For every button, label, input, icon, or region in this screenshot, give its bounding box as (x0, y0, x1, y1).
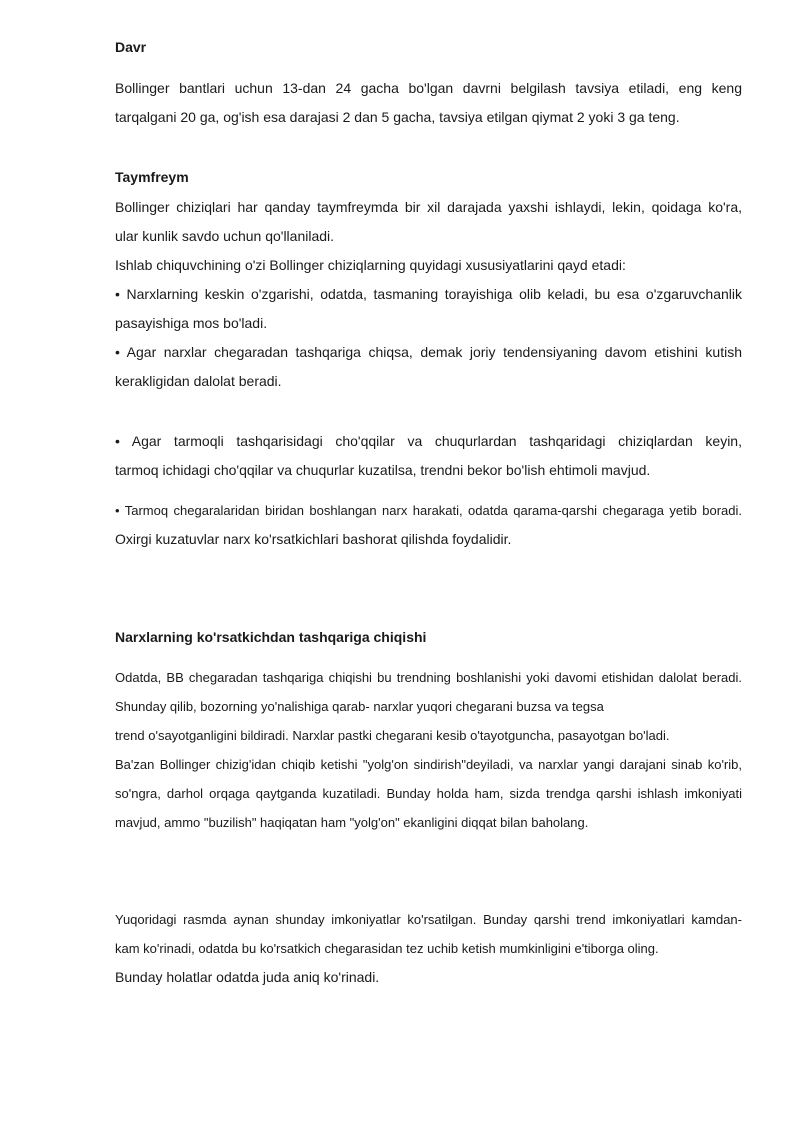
text-line: pasayishiga mos bo'ladi. (115, 315, 268, 331)
text-line: Bunday holatlar odatda juda aniq ko'rinadi. (115, 969, 380, 985)
text-line: tarqalgani 20 ga, og'ish esa darajasi 2 dan 5 gacha, tavsiya etilgan qiymat 2 yoki 3 ga teng. (115, 109, 680, 125)
text-line: so'ngra, darhol orqaga qaytganda kuzatiladi. Bunday holda ham, sizda trendga qarshi ishlash imkoniyati (115, 786, 742, 801)
text-line: mavjud, ammo "buzilish" haqiqatan ham "yolg'on" ekanligini diqqat bilan baholang. (115, 815, 589, 830)
paragraph-final (115, 905, 742, 992)
text-line: Bollinger chiziqlari har qanday taymfreymda bir xil darajada yaxshi ishlaydi, lekin, qoidaga ko'ra, (115, 199, 742, 215)
text-line: Shunday qilib, bozorning yo'nalishiga qarab- narxlar yuqori chegarani buzsa va tegsa (115, 699, 604, 714)
text-line: kam ko'rinadi, odatda bu ko'rsatkich chegarasidan tez uchib ketish mumkinligini e'tiborga oling. (115, 941, 659, 956)
text-line: Odatda, BB chegaradan tashqariga chiqishi bu trendning boshlanishi yoki davomi etishidan dalolat beradi. (115, 670, 742, 685)
text-line: Oxirgi kuzatuvlar narx ko'rsatkichlari bashorat qilishda foydalidir. (115, 531, 512, 547)
paragraph-breakout (115, 663, 742, 837)
bullet-block-4 (115, 496, 742, 554)
text-line: kerakligidan dalolat beradi. (115, 373, 282, 389)
heading-breakout: Narxlarning ko'rsatkichdan tashqariga chiqishi (115, 629, 427, 645)
text-line: Ishlab chiquvchining o'zi Bollinger chiziqlarning quyidagi xususiyatlarini qayd etadi: (115, 257, 626, 273)
paragraph-taymfreym (115, 193, 742, 396)
paragraph-davr (115, 74, 742, 132)
text-line: tarmoq ichidagi cho'qqilar va chuqurlar kuzatilsa, trendni bekor bo'lish ehtimoli mavjud. (115, 462, 651, 478)
bullet-item: • Agar tarmoqli tashqarisidagi cho'qqilar va chuqurlardan tashqaridagi chiziqlardan keyin, (115, 433, 742, 449)
bullet-item: • Agar narxlar chegaradan tashqariga chiqsa, demak joriy tendensiyaning davom etishini kutish (115, 344, 742, 360)
text-line: Bollinger bantlari uchun 13-dan 24 gacha bo'lgan davrni belgilash tavsiya etiladi, eng keng (115, 80, 742, 96)
heading-davr: Davr (115, 39, 147, 55)
text-line: Yuqoridagi rasmda aynan shunday imkoniyatlar ko'rsatilgan. Bunday qarshi trend imkoniyatlari kamdan- (115, 912, 742, 927)
bullet-item: • Narxlarning keskin o'zgarishi, odatda, tasmaning torayishiga olib keladi, bu esa o'zgaruvchanlik (115, 286, 742, 302)
bullet-block-3 (115, 427, 742, 485)
text-line: trend o'sayotganligini bildiradi. Narxlar pastki chegarani kesib o'tayotguncha, pasayotgan bo'ladi. (115, 728, 670, 743)
heading-taymfreym: Taymfreym (115, 169, 189, 185)
text-line: Ba'zan Bollinger chizig'idan chiqib ketishi "yolg'on sindirish"deyiladi, va narxlar yangi darajani sinab ko'rib, (115, 757, 742, 772)
text-line: ular kunlik savdo uchun qo'llaniladi. (115, 228, 335, 244)
bullet-item: • Tarmoq chegaralaridan biridan boshlangan narx harakati, odatda qarama-qarshi chegaraga yetib boradi. (115, 503, 742, 518)
